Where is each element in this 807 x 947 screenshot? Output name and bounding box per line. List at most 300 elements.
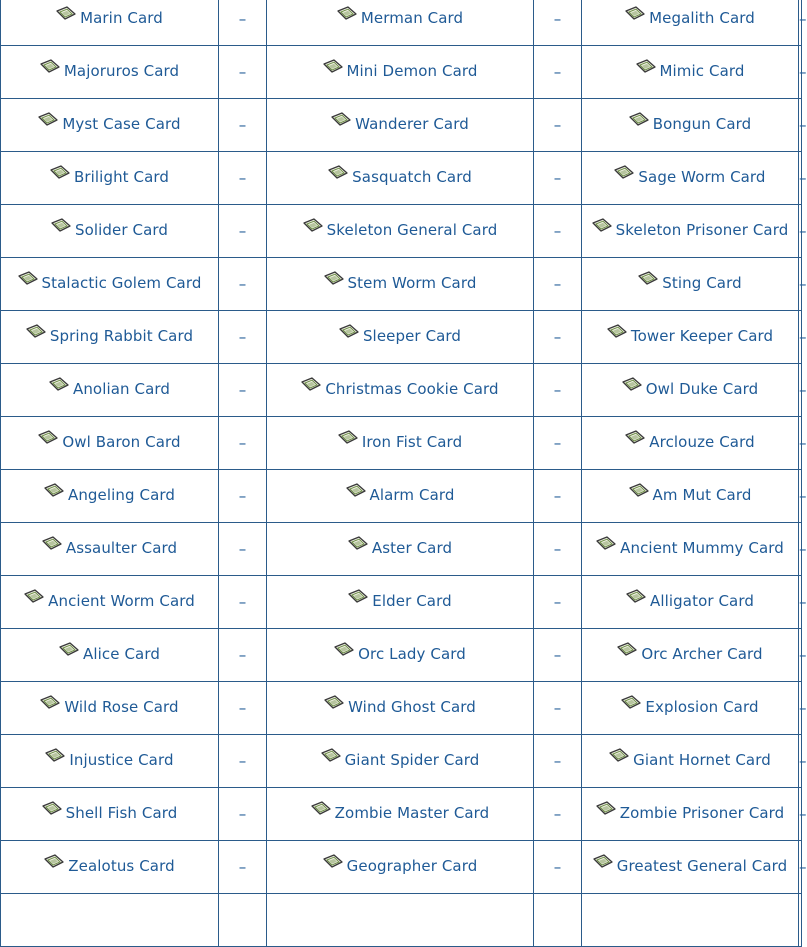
card-name-cell bbox=[1, 417, 219, 470]
card-value-dash: – bbox=[799, 805, 807, 823]
card-icon bbox=[596, 536, 616, 550]
card-value-dash: – bbox=[238, 858, 247, 876]
card-name[interactable]: Myst Case Card bbox=[62, 115, 181, 133]
card-icon bbox=[303, 218, 323, 232]
card-value-dash: – bbox=[238, 540, 247, 558]
card-value-dash: – bbox=[799, 381, 807, 399]
card-value-cell bbox=[799, 417, 807, 470]
card-value-cell bbox=[219, 417, 267, 470]
card-value-cell bbox=[219, 682, 267, 735]
card-value-cell bbox=[799, 99, 807, 152]
card-name[interactable]: Arclouze Card bbox=[649, 433, 755, 451]
card-item[interactable] bbox=[593, 857, 788, 875]
card-value-cell bbox=[219, 841, 267, 894]
card-value-cell bbox=[799, 258, 807, 311]
card-value-cell bbox=[534, 576, 582, 629]
card-name[interactable]: Orc Archer Card bbox=[641, 645, 763, 663]
card-icon bbox=[348, 589, 368, 603]
card-icon bbox=[622, 377, 642, 391]
card-value-cell bbox=[534, 629, 582, 682]
card-icon bbox=[593, 854, 613, 868]
card-item[interactable] bbox=[59, 645, 160, 663]
card-icon bbox=[339, 324, 359, 338]
card-name-cell bbox=[1, 258, 219, 311]
card-name-cell bbox=[267, 205, 534, 258]
card-value-dash: – bbox=[553, 116, 562, 134]
card-value-dash: – bbox=[553, 275, 562, 293]
card-value-cell bbox=[219, 205, 267, 258]
card-item[interactable] bbox=[339, 327, 461, 345]
card-name-cell bbox=[267, 523, 534, 576]
card-name-cell bbox=[267, 99, 534, 152]
card-name[interactable]: Aster Card bbox=[371, 539, 453, 557]
card-item[interactable] bbox=[38, 115, 180, 133]
card-name[interactable]: Elder Card bbox=[372, 592, 452, 610]
table-row bbox=[1, 523, 802, 576]
card-name-cell bbox=[1, 205, 219, 258]
card-icon bbox=[636, 59, 656, 73]
card-value-cell bbox=[534, 0, 582, 46]
card-value-dash: – bbox=[799, 169, 807, 187]
card-name-cell bbox=[1, 152, 219, 205]
card-item[interactable] bbox=[42, 539, 177, 557]
card-value-cell bbox=[534, 788, 582, 841]
card-value-cell bbox=[219, 788, 267, 841]
card-name[interactable]: Sleeper Card bbox=[362, 327, 462, 345]
card-icon bbox=[42, 801, 62, 815]
card-value-cell bbox=[799, 470, 807, 523]
card-item[interactable] bbox=[609, 751, 771, 769]
card-item[interactable] bbox=[621, 698, 758, 716]
card-value-dash: – bbox=[238, 381, 247, 399]
card-name[interactable]: Marin Card bbox=[80, 9, 163, 27]
card-icon bbox=[338, 430, 358, 444]
card-item[interactable] bbox=[26, 327, 193, 345]
card-value-cell bbox=[219, 311, 267, 364]
card-value-dash: – bbox=[799, 487, 807, 505]
card-value-cell bbox=[534, 311, 582, 364]
card-name[interactable]: Injustice Card bbox=[69, 751, 174, 769]
card-icon bbox=[38, 112, 58, 126]
card-name[interactable]: Sasquatch Card bbox=[352, 168, 472, 186]
card-value-cell bbox=[799, 523, 807, 576]
card-icon bbox=[44, 483, 64, 497]
card-value-cell bbox=[219, 364, 267, 417]
card-icon bbox=[40, 59, 60, 73]
card-item[interactable] bbox=[50, 168, 169, 186]
card-value-cell bbox=[219, 576, 267, 629]
card-icon bbox=[323, 59, 343, 73]
card-value-dash: – bbox=[553, 699, 562, 717]
card-icon bbox=[592, 218, 612, 232]
card-icon bbox=[26, 324, 46, 338]
card-item[interactable] bbox=[625, 433, 754, 451]
card-item[interactable] bbox=[629, 486, 752, 504]
card-name[interactable]: Merman Card bbox=[360, 9, 464, 27]
table-row bbox=[1, 682, 802, 735]
card-name-cell bbox=[267, 46, 534, 99]
table-row bbox=[1, 629, 802, 682]
card-item[interactable] bbox=[638, 274, 741, 292]
card-icon bbox=[596, 801, 616, 815]
card-value-dash: – bbox=[238, 646, 247, 664]
card-icon bbox=[609, 748, 629, 762]
card-icon bbox=[334, 642, 354, 656]
card-item[interactable] bbox=[38, 433, 180, 451]
card-name-cell bbox=[1, 841, 219, 894]
table-row bbox=[1, 364, 802, 417]
table-row bbox=[1, 205, 802, 258]
card-name-cell bbox=[1, 311, 219, 364]
card-name[interactable]: Skeleton General Card bbox=[326, 221, 498, 239]
card-name-cell bbox=[582, 46, 799, 99]
card-value-cell bbox=[219, 0, 267, 46]
card-item[interactable] bbox=[324, 698, 476, 716]
card-item[interactable] bbox=[44, 486, 175, 504]
card-name[interactable]: Zombie Prisoner Card bbox=[619, 804, 785, 822]
card-item[interactable] bbox=[49, 380, 170, 398]
card-name[interactable]: Sting Card bbox=[662, 274, 742, 292]
card-value-cell bbox=[219, 46, 267, 99]
card-value-dash: – bbox=[799, 646, 807, 664]
card-name-cell bbox=[1, 470, 219, 523]
card-item[interactable] bbox=[321, 751, 480, 769]
card-name-cell bbox=[267, 258, 534, 311]
card-name-cell bbox=[267, 364, 534, 417]
card-item[interactable] bbox=[592, 221, 789, 239]
card-item[interactable] bbox=[625, 9, 755, 27]
card-value-cell bbox=[219, 99, 267, 152]
card-value-dash: – bbox=[238, 593, 247, 611]
card-name-cell bbox=[1, 735, 219, 788]
card-name[interactable]: Alarm Card bbox=[369, 486, 455, 504]
card-name[interactable]: Owl Baron Card bbox=[62, 433, 181, 451]
table-row bbox=[1, 0, 802, 46]
card-item[interactable] bbox=[348, 592, 451, 610]
card-icon bbox=[311, 801, 331, 815]
card-name[interactable]: Shell Fish Card bbox=[65, 804, 178, 822]
card-name-cell bbox=[267, 682, 534, 735]
card-name[interactable]: Mini Demon Card bbox=[346, 62, 478, 80]
card-value-dash: – bbox=[553, 63, 562, 81]
card-name-cell bbox=[1, 364, 219, 417]
card-value-cell bbox=[799, 46, 807, 99]
card-item[interactable] bbox=[324, 274, 477, 292]
card-name-cell bbox=[267, 894, 534, 947]
card-item[interactable] bbox=[328, 168, 472, 186]
card-icon bbox=[18, 271, 38, 285]
table-row bbox=[1, 258, 802, 311]
table-row bbox=[1, 841, 802, 894]
card-item[interactable] bbox=[629, 115, 751, 133]
card-value-cell bbox=[534, 894, 582, 947]
card-name-cell bbox=[582, 523, 799, 576]
card-name[interactable]: Bongun Card bbox=[652, 115, 752, 133]
card-name[interactable]: Stalactic Golem Card bbox=[41, 274, 202, 292]
card-name[interactable]: Wind Ghost Card bbox=[348, 698, 476, 716]
card-value-dash: – bbox=[238, 169, 247, 187]
table-row bbox=[1, 470, 802, 523]
card-name[interactable]: Tower Keeper Card bbox=[630, 327, 774, 345]
card-name[interactable]: Angeling Card bbox=[67, 486, 176, 504]
card-value-cell bbox=[534, 417, 582, 470]
card-item[interactable] bbox=[636, 62, 745, 80]
card-value-cell bbox=[799, 311, 807, 364]
card-name-cell bbox=[267, 735, 534, 788]
card-item[interactable] bbox=[44, 857, 174, 875]
card-value-dash: – bbox=[238, 805, 247, 823]
card-value-dash: – bbox=[799, 434, 807, 452]
card-value-dash: – bbox=[553, 434, 562, 452]
table-row bbox=[1, 576, 802, 629]
card-name-cell bbox=[1, 682, 219, 735]
card-item[interactable] bbox=[24, 592, 195, 610]
card-value-dash: – bbox=[799, 593, 807, 611]
card-value-dash: – bbox=[238, 434, 247, 452]
card-value-dash: – bbox=[799, 858, 807, 876]
card-name[interactable]: Owl Duke Card bbox=[645, 380, 759, 398]
card-name[interactable]: Christmas Cookie Card bbox=[325, 380, 499, 398]
card-value-dash: – bbox=[238, 328, 247, 346]
card-name-cell bbox=[267, 629, 534, 682]
card-name-cell bbox=[1, 0, 219, 46]
card-item[interactable] bbox=[626, 592, 754, 610]
card-icon bbox=[42, 536, 62, 550]
card-icon bbox=[348, 536, 368, 550]
card-icon bbox=[301, 377, 321, 391]
card-item[interactable] bbox=[40, 698, 178, 716]
card-value-cell bbox=[219, 735, 267, 788]
card-name-cell bbox=[267, 841, 534, 894]
card-name[interactable]: Stem Worm Card bbox=[347, 274, 477, 292]
card-name-cell bbox=[582, 152, 799, 205]
card-value-dash: – bbox=[238, 222, 247, 240]
card-value-cell bbox=[799, 788, 807, 841]
card-name[interactable]: Zealotus Card bbox=[68, 857, 175, 875]
card-name-cell bbox=[582, 894, 799, 947]
card-value-dash: – bbox=[238, 10, 247, 28]
card-name[interactable]: Ancient Mummy Card bbox=[620, 539, 784, 557]
card-icon bbox=[38, 430, 58, 444]
card-icon bbox=[24, 589, 44, 603]
card-name-cell bbox=[267, 152, 534, 205]
card-value-cell bbox=[534, 735, 582, 788]
card-name-cell bbox=[267, 311, 534, 364]
card-icon bbox=[51, 218, 71, 232]
table-row bbox=[1, 99, 802, 152]
card-name[interactable]: Giant Hornet Card bbox=[633, 751, 771, 769]
table-row bbox=[1, 735, 802, 788]
card-value-dash: – bbox=[799, 540, 807, 558]
card-icon bbox=[621, 695, 641, 709]
card-icon bbox=[59, 642, 79, 656]
card-icon bbox=[331, 112, 351, 126]
card-value-dash: – bbox=[799, 63, 807, 81]
card-name-cell bbox=[267, 417, 534, 470]
card-item[interactable] bbox=[45, 751, 173, 769]
card-icon bbox=[607, 324, 627, 338]
card-value-dash: – bbox=[238, 116, 247, 134]
table-row bbox=[1, 788, 802, 841]
card-item[interactable] bbox=[622, 380, 759, 398]
card-value-dash: – bbox=[799, 222, 807, 240]
card-item[interactable] bbox=[40, 62, 179, 80]
card-item[interactable] bbox=[338, 433, 462, 451]
card-value-dash: – bbox=[238, 752, 247, 770]
card-icon bbox=[328, 165, 348, 179]
card-value-dash: – bbox=[553, 805, 562, 823]
card-name-cell bbox=[1, 788, 219, 841]
card-table-body bbox=[1, 0, 807, 947]
table-row bbox=[1, 894, 802, 947]
card-item[interactable] bbox=[331, 115, 469, 133]
card-item[interactable] bbox=[596, 539, 784, 557]
table-row bbox=[1, 152, 802, 205]
card-value-cell bbox=[534, 258, 582, 311]
card-name-cell bbox=[1, 576, 219, 629]
card-name-cell bbox=[1, 629, 219, 682]
card-item[interactable] bbox=[346, 486, 455, 504]
card-value-cell bbox=[799, 682, 807, 735]
table-row bbox=[1, 46, 802, 99]
card-item[interactable] bbox=[323, 62, 478, 80]
card-value-cell bbox=[799, 152, 807, 205]
card-item[interactable] bbox=[337, 9, 463, 27]
card-name[interactable]: Mimic Card bbox=[659, 62, 745, 80]
card-name[interactable]: Assaulter Card bbox=[65, 539, 178, 557]
card-value-cell bbox=[799, 735, 807, 788]
card-value-cell bbox=[219, 470, 267, 523]
card-value-cell bbox=[799, 629, 807, 682]
card-value-dash: – bbox=[553, 169, 562, 187]
card-name[interactable]: Explosion Card bbox=[645, 698, 759, 716]
card-name[interactable]: Spring Rabbit Card bbox=[49, 327, 194, 345]
card-value-cell bbox=[534, 152, 582, 205]
card-item[interactable] bbox=[607, 327, 773, 345]
card-icon bbox=[626, 589, 646, 603]
card-item[interactable] bbox=[42, 804, 178, 822]
card-value-cell bbox=[534, 523, 582, 576]
card-name-cell bbox=[582, 417, 799, 470]
card-value-cell bbox=[534, 99, 582, 152]
card-value-dash: – bbox=[238, 487, 247, 505]
card-icon bbox=[625, 430, 645, 444]
card-value-cell bbox=[534, 470, 582, 523]
card-name[interactable]: Solider Card bbox=[74, 221, 168, 239]
card-name[interactable]: Anolian Card bbox=[72, 380, 171, 398]
card-value-cell bbox=[534, 682, 582, 735]
card-value-dash: – bbox=[799, 275, 807, 293]
card-icon bbox=[324, 271, 344, 285]
card-value-cell bbox=[534, 46, 582, 99]
card-icon bbox=[346, 483, 366, 497]
card-icon bbox=[337, 6, 357, 20]
card-item[interactable] bbox=[617, 645, 762, 663]
card-name[interactable]: Geographer Card bbox=[346, 857, 478, 875]
card-item[interactable] bbox=[311, 804, 490, 822]
card-item[interactable] bbox=[303, 221, 498, 239]
card-value-dash: – bbox=[553, 222, 562, 240]
card-name[interactable]: Zombie Master Card bbox=[334, 804, 490, 822]
card-name-cell bbox=[582, 735, 799, 788]
card-icon bbox=[614, 165, 634, 179]
card-value-cell bbox=[219, 258, 267, 311]
card-icon bbox=[45, 748, 65, 762]
card-name-cell bbox=[267, 788, 534, 841]
card-item[interactable] bbox=[323, 857, 478, 875]
card-value-cell bbox=[799, 0, 807, 46]
table-row bbox=[1, 311, 802, 364]
card-value-cell bbox=[799, 894, 802, 947]
card-name-cell bbox=[267, 0, 534, 46]
card-item[interactable] bbox=[301, 380, 498, 398]
card-icon bbox=[321, 748, 341, 762]
card-icon bbox=[629, 112, 649, 126]
card-value-dash: – bbox=[553, 646, 562, 664]
card-value-dash: – bbox=[799, 10, 807, 28]
card-value-dash: – bbox=[553, 593, 562, 611]
card-value-dash: – bbox=[799, 699, 807, 717]
card-value-cell bbox=[799, 841, 807, 894]
card-name[interactable]: Brilight Card bbox=[73, 168, 170, 186]
card-icon bbox=[324, 695, 344, 709]
card-name[interactable]: Iron Fist Card bbox=[361, 433, 463, 451]
card-item[interactable] bbox=[348, 539, 452, 557]
table-row bbox=[1, 417, 802, 470]
card-item[interactable] bbox=[56, 9, 163, 27]
card-name[interactable]: Orc Lady Card bbox=[358, 645, 466, 663]
card-name[interactable]: Ancient Worm Card bbox=[48, 592, 195, 610]
card-name-cell bbox=[582, 258, 799, 311]
card-value-cell bbox=[219, 629, 267, 682]
card-name[interactable]: Greatest General Card bbox=[616, 857, 788, 875]
card-value-cell bbox=[799, 364, 807, 417]
card-name[interactable]: Wild Rose Card bbox=[64, 698, 179, 716]
card-name[interactable]: Am Mut Card bbox=[652, 486, 752, 504]
card-value-dash: – bbox=[238, 699, 247, 717]
card-name[interactable]: Alligator Card bbox=[650, 592, 754, 610]
card-name[interactable]: Giant Spider Card bbox=[344, 751, 480, 769]
card-value-dash: – bbox=[553, 328, 562, 346]
card-name-cell bbox=[1, 99, 219, 152]
card-item[interactable] bbox=[334, 645, 466, 663]
card-name-cell bbox=[582, 205, 799, 258]
card-name[interactable]: Wanderer Card bbox=[355, 115, 469, 133]
card-item[interactable] bbox=[596, 804, 785, 822]
card-name[interactable]: Sage Worm Card bbox=[638, 168, 766, 186]
card-icon bbox=[625, 6, 645, 20]
card-name[interactable]: Alice Card bbox=[83, 645, 160, 663]
card-icon bbox=[629, 483, 649, 497]
card-value-dash: – bbox=[799, 116, 807, 134]
card-icon bbox=[49, 377, 69, 391]
card-name-cell bbox=[1, 894, 219, 947]
card-value-dash: – bbox=[553, 540, 562, 558]
card-name[interactable]: Skeleton Prisoner Card bbox=[615, 221, 789, 239]
card-value-cell bbox=[534, 841, 582, 894]
card-item[interactable] bbox=[614, 168, 765, 186]
card-icon bbox=[50, 165, 70, 179]
card-name-cell bbox=[582, 311, 799, 364]
card-name[interactable]: Megalith Card bbox=[649, 9, 755, 27]
card-value-dash: – bbox=[799, 752, 807, 770]
card-item[interactable] bbox=[18, 274, 202, 292]
card-name-cell bbox=[582, 364, 799, 417]
card-name[interactable]: Majoruros Card bbox=[63, 62, 180, 80]
card-icon bbox=[56, 6, 76, 20]
card-item[interactable] bbox=[51, 221, 168, 239]
card-value-cell bbox=[219, 523, 267, 576]
